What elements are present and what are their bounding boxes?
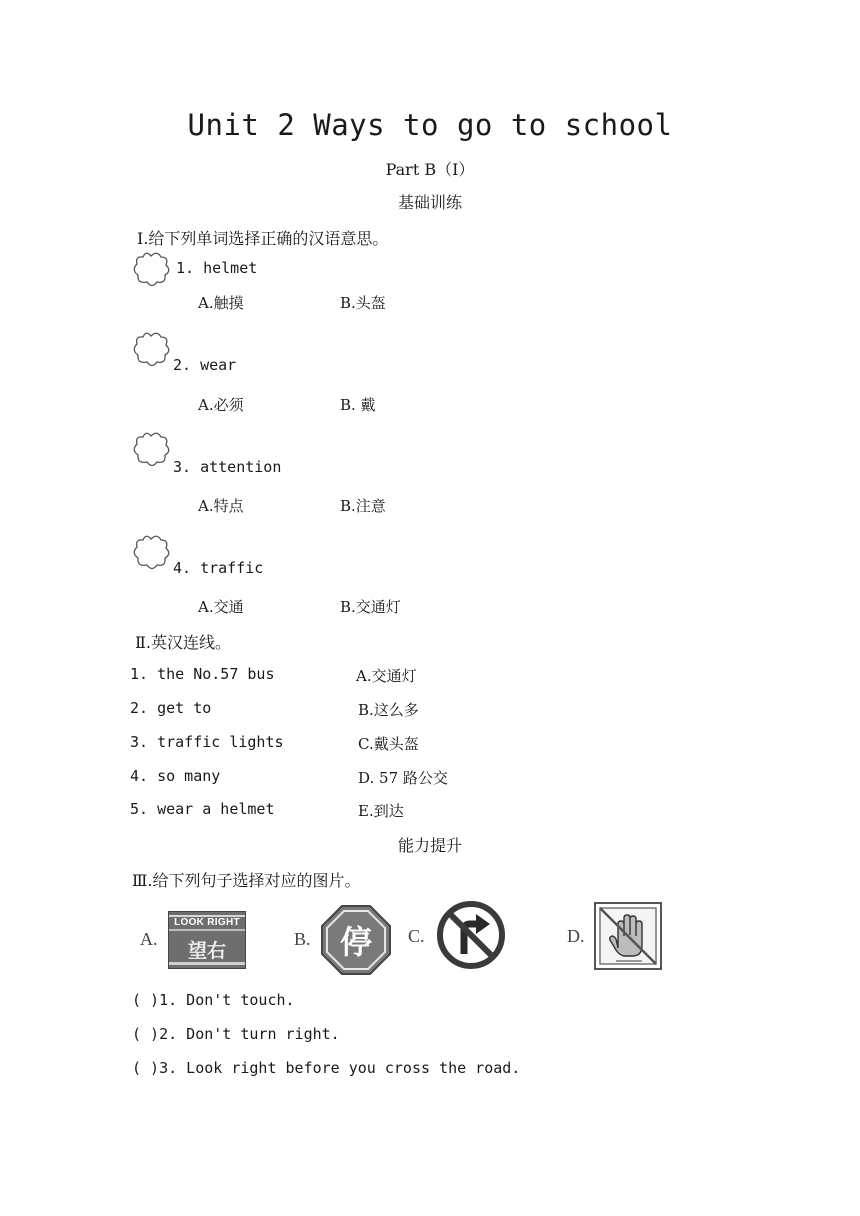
item2-option-b: B. 戴 xyxy=(340,396,376,414)
match-right-a: A.交通灯 xyxy=(356,667,417,685)
question-1: ( )1. Don't touch. xyxy=(132,991,295,1009)
item1-word: 1. helmet xyxy=(176,259,258,277)
image-label-a: A. xyxy=(140,929,158,949)
question-2: ( )2. Don't turn right. xyxy=(132,1025,340,1043)
match-left-1: 1. the No.57 bus xyxy=(130,665,275,683)
match-left-3: 3. traffic lights xyxy=(130,733,284,751)
item1-option-b: B.头盔 xyxy=(340,294,386,312)
item3-option-a: A.特点 xyxy=(198,497,244,515)
basic-training-heading: 基础训练 xyxy=(397,193,462,212)
improve-heading: 能力提升 xyxy=(397,836,462,855)
item4-word: 4. traffic xyxy=(173,559,264,577)
look-right-sign-text: LOOK RIGHT xyxy=(174,917,240,928)
section1-heading: Ⅰ.给下列单词选择正确的汉语意思。 xyxy=(137,229,389,248)
item2-word: 2. wear xyxy=(173,356,237,374)
match-right-b: B.这么多 xyxy=(358,701,419,719)
item2-option-a: A.必须 xyxy=(198,396,244,414)
item4-option-a: A.交通 xyxy=(198,598,244,616)
flower-icon xyxy=(131,429,171,469)
flower-icon xyxy=(131,329,171,369)
flower-icon xyxy=(131,532,171,572)
match-right-c: C.戴头盔 xyxy=(358,735,419,753)
page-subtitle: Part B（Ⅰ） xyxy=(385,160,475,179)
item3-word: 3. attention xyxy=(173,458,282,476)
image-label-b: B. xyxy=(294,929,311,949)
item4-option-b: B.交通灯 xyxy=(340,598,401,616)
flower-icon xyxy=(131,249,171,289)
section3-heading: Ⅲ.给下列句子选择对应的图片。 xyxy=(132,871,361,890)
image-label-d: D. xyxy=(567,926,585,946)
match-right-e: E.到达 xyxy=(358,802,404,820)
section2-heading: Ⅱ.英汉连线。 xyxy=(135,633,231,652)
match-left-2: 2. get to xyxy=(130,699,212,717)
question-3: ( )3. Look right before you cross the road. xyxy=(132,1059,521,1077)
page-title: Unit 2 Ways to go to school xyxy=(187,108,673,142)
look-right-sign-image xyxy=(168,911,246,969)
item3-option-b: B.注意 xyxy=(340,497,386,515)
match-right-d: D. 57 路公交 xyxy=(358,769,448,787)
look-right-sign-chinese: 望右 xyxy=(187,940,226,962)
match-left-5: 5. wear a helmet xyxy=(130,800,275,818)
no-right-turn-sign-image xyxy=(436,900,506,970)
image-label-c: C. xyxy=(408,926,425,946)
match-left-4: 4. so many xyxy=(130,767,221,785)
stop-sign-text: 停 xyxy=(339,923,372,961)
item1-option-a: A.触摸 xyxy=(198,294,244,312)
no-touch-sign-image xyxy=(594,902,662,970)
